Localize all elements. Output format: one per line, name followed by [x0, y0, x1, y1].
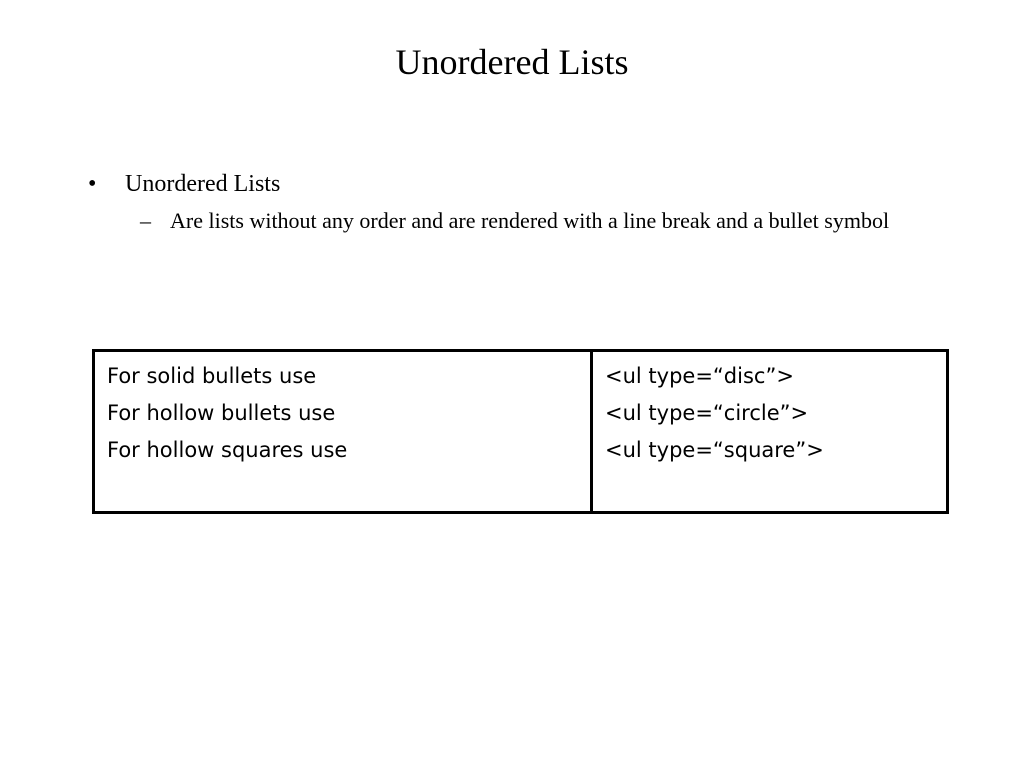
bullet-item	[88, 168, 948, 200]
description-line-squares: For hollow squares use	[107, 438, 348, 462]
table-row	[94, 351, 948, 513]
slide-title: Unordered Lists	[395, 42, 629, 82]
code-line-disc: <ul type=“disc”>	[605, 364, 794, 388]
sub-bullet-text: Are lists without any order and are rendered with a line break and a bullet symbol	[170, 208, 890, 233]
list-type-table	[92, 349, 949, 514]
code-line-square: <ul type=“square”>	[605, 438, 824, 462]
bullet-marker: •	[88, 171, 97, 197]
bullet-list	[88, 168, 948, 236]
description-line-solid: For solid bullets use	[107, 364, 317, 388]
bullet-text: Unordered Lists	[125, 171, 281, 197]
code-line-circle: <ul type=“circle”>	[605, 401, 809, 425]
code-cell	[592, 351, 948, 513]
sub-bullet-marker: –	[140, 208, 151, 233]
description-cell	[94, 351, 592, 513]
sub-bullet-item	[140, 205, 900, 236]
description-line-hollow: For hollow bullets use	[107, 401, 336, 425]
